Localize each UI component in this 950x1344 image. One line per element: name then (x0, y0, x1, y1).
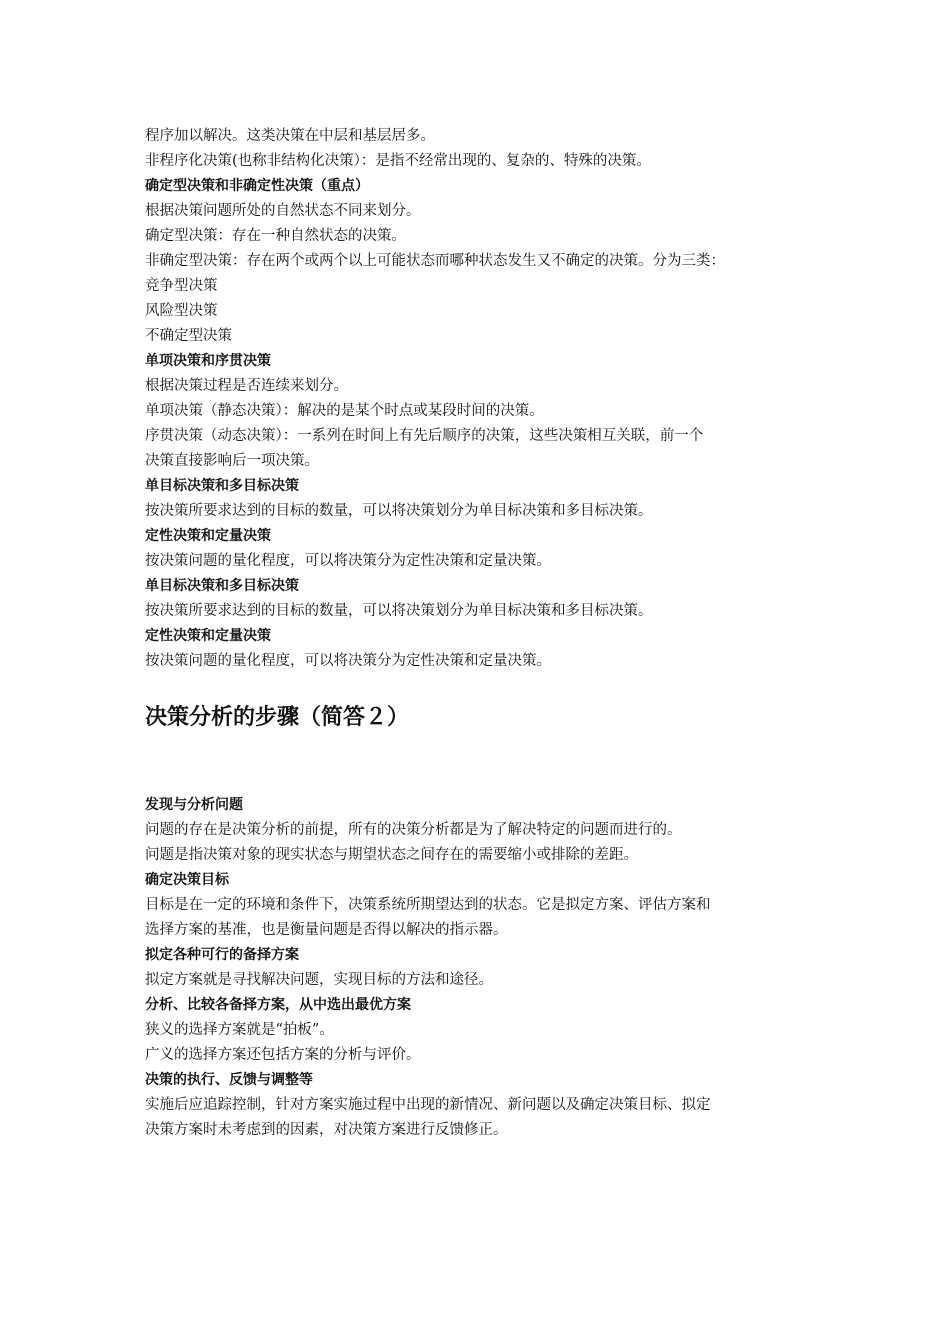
paragraph-line: 问题的存在是决策分析的前提，所有的决策分析都是为了解决特定的问题而进行的。 (145, 822, 682, 838)
decision-types-section (145, 124, 810, 674)
paragraph-line: 决策直接影响后一项决策。 (145, 453, 319, 469)
paragraph-line: 序贯决策（动态决策）：一系列在时间上有先后顺序的决策，这些决策相互关联，前一个 (145, 428, 704, 444)
paragraph-line: 实施后应追踪控制，针对方案实施过程中出现的新情况、新问题以及确定决策目标、拟定 (145, 1097, 711, 1113)
paragraph-line: 不确定型决策 (145, 328, 232, 344)
subheading: 单目标决策和多目标决策 (145, 578, 299, 594)
subheading: 定性决策和定量决策 (145, 628, 271, 644)
paragraph-line: 非程序化决策(也称非结构化决策）：是指不经常出现的、复杂的、特殊的决策。 (145, 153, 651, 169)
subheading: 定性决策和定量决策 (145, 528, 271, 544)
paragraph-line: 选择方案的基准，也是衡量问题是否得以解决的指示器。 (145, 922, 508, 938)
paragraph-line: 按决策所要求达到的目标的数量，可以将决策划分为单目标决策和多目标决策。 (145, 503, 653, 519)
paragraph-line: 非确定型决策：存在两个或两个以上可能状态而哪种状态发生又不确定的决策。分为三类： (145, 253, 725, 269)
paragraph-line: 程序加以解决。这类决策在中层和基层居多。 (145, 128, 435, 144)
paragraph-line: 目标是在一定的环境和条件下，决策系统所期望达到的状态。它是拟定方案、评估方案和 (145, 897, 711, 913)
decision-steps-section (145, 793, 810, 1143)
section-heading: 决策分析的步骤（简答２） (145, 705, 410, 730)
paragraph-line: 按决策问题的量化程度，可以将决策分为定性决策和定量决策。 (145, 653, 551, 669)
document-page (145, 124, 810, 1143)
paragraph-line: 根据决策问题所处的自然状态不同来划分。 (145, 203, 421, 219)
subheading: 发现与分析问题 (145, 797, 243, 813)
paragraph-line: 问题是指决策对象的现实状态与期望状态之间存在的需要缩小或排除的差距。 (145, 847, 638, 863)
paragraph-line: 拟定方案就是寻找解决问题，实现目标的方法和途径。 (145, 972, 493, 988)
subheading: 单目标决策和多目标决策 (145, 478, 299, 494)
subheading: 拟定各种可行的备择方案 (145, 947, 299, 963)
paragraph-line: 根据决策过程是否连续来划分。 (145, 378, 348, 394)
paragraph-line: 确定型决策：存在一种自然状态的决策。 (145, 228, 406, 244)
paragraph-line: 按决策问题的量化程度，可以将决策分为定性决策和定量决策。 (145, 553, 551, 569)
paragraph-line: 单项决策（静态决策）：解决的是某个时点或某段时间的决策。 (145, 403, 544, 419)
subheading: 决策的执行、反馈与调整等 (145, 1072, 313, 1088)
paragraph-line: 风险型决策 (145, 303, 218, 319)
paragraph-line: 决策方案时未考虑到的因素，对决策方案进行反馈修正。 (145, 1122, 508, 1138)
subheading: 确定型决策和非确定性决策（重点） (145, 178, 369, 194)
paragraph-line: 竞争型决策 (145, 278, 218, 294)
paragraph-line: 广义的选择方案还包括方案的分析与评价。 (145, 1047, 421, 1063)
subheading: 确定决策目标 (145, 872, 229, 888)
subheading: 单项决策和序贯决策 (145, 353, 271, 369)
subheading: 分析、比较各备择方案，从中选出最优方案 (145, 997, 411, 1013)
paragraph-line: 按决策所要求达到的目标的数量，可以将决策划分为单目标决策和多目标决策。 (145, 603, 653, 619)
paragraph-line: 狭义的选择方案就是“拍板”。 (145, 1022, 334, 1038)
